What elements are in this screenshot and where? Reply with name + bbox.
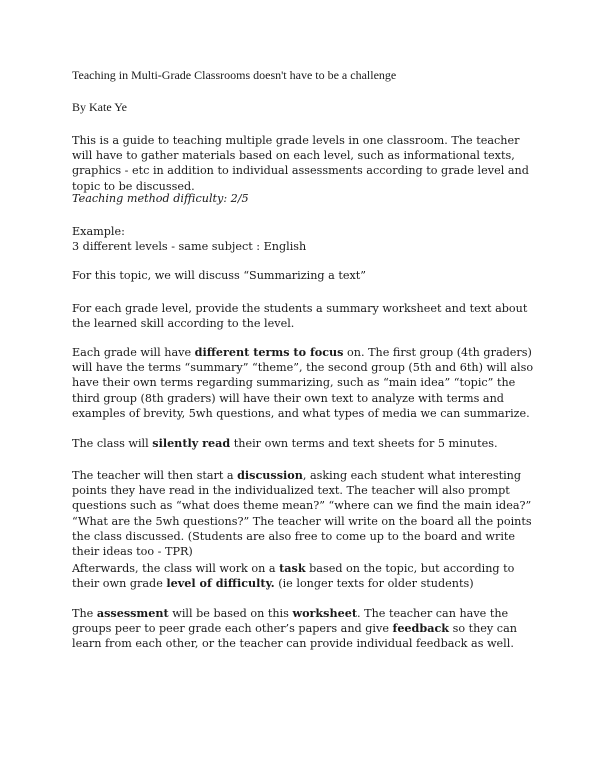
assessment-text-middle-2: . The teacher can have the groups peer to peer grade each other’s papers and give [72, 607, 509, 636]
assessment-text-start: The [72, 607, 97, 620]
silent-read-paragraph [72, 436, 542, 451]
discussion-text-start: The teacher will then start a [72, 469, 238, 482]
grade-level-paragraph: For each grade level, provide the students a summary worksheet and text about the learned skill according to the level. [72, 302, 528, 331]
document-title: Teaching in Multi-Grade Classrooms doesn't have to be a challenge [72, 68, 397, 82]
feedback-emphasis: feedback [392, 621, 450, 636]
terms-emphasis: different terms to focus [194, 345, 344, 359]
example-label: Example: [72, 225, 125, 238]
difficulty-emphasis: level of difficulty. [166, 576, 275, 591]
task-text-middle: based on the topic, but according to their own grade [72, 562, 515, 591]
assessment-text-end: so they can learn from each other, or the teacher can provide individual feedback as well. [72, 622, 517, 651]
discussion-paragraph [72, 468, 542, 559]
task-text-end: (ie longer texts for older students) [274, 577, 474, 591]
silent-text-start: The class will [72, 437, 153, 450]
discussion-text-end: , asking each student what interesting points they have read in the individualized text. The teacher will also prompt questions such as “what does theme mean?” “where can we find the main idea?” “What are the 5wh questions?” The teacher will write on the board all the points the class discussed. (Students are also free to come up to the board and write their ideas too - TPR) [72, 469, 532, 559]
terms-paragraph [72, 345, 542, 421]
terms-text-end: on. The first group (4th graders) will have the terms “summary” “theme”, the second group (5th and 6th) will also have their own terms regarding summarizing, such as “main idea” “topic” the third group (8th graders) will have their own text to analyze with terms and examples of brevity, 5wh questions, and what types of media we can summarize. [72, 346, 534, 420]
difficulty-rating: Teaching method difficulty: 2/5 [72, 192, 249, 205]
silent-text-end: their own terms and text sheets for 5 minutes. [230, 437, 498, 450]
worksheet-emphasis: worksheet [292, 606, 358, 620]
example-block [72, 224, 542, 254]
task-paragraph [72, 561, 542, 591]
topic-paragraph: For this topic, we will discuss “Summarizing a text” [72, 269, 366, 282]
assessment-emphasis: assessment [96, 606, 169, 620]
silent-emphasis: silently read [152, 436, 231, 450]
assessment-text-middle: will be based on this [168, 607, 293, 620]
discussion-emphasis: discussion [237, 468, 303, 482]
task-emphasis: task [279, 561, 306, 575]
example-detail: 3 different levels - same subject : English [72, 240, 307, 254]
author-byline: By Kate Ye [72, 100, 128, 114]
task-text-start: Afterwards, the class will work on a [72, 562, 280, 575]
terms-text-start: Each grade will have [72, 346, 195, 359]
assessment-paragraph [72, 606, 542, 652]
intro-paragraph: This is a guide to teaching multiple grade levels in one classroom. The teacher will have to gather materials based on each level, such as informational texts, graphics - etc in addition to individual assessments according to grade level and topic to be discussed. [72, 134, 529, 193]
